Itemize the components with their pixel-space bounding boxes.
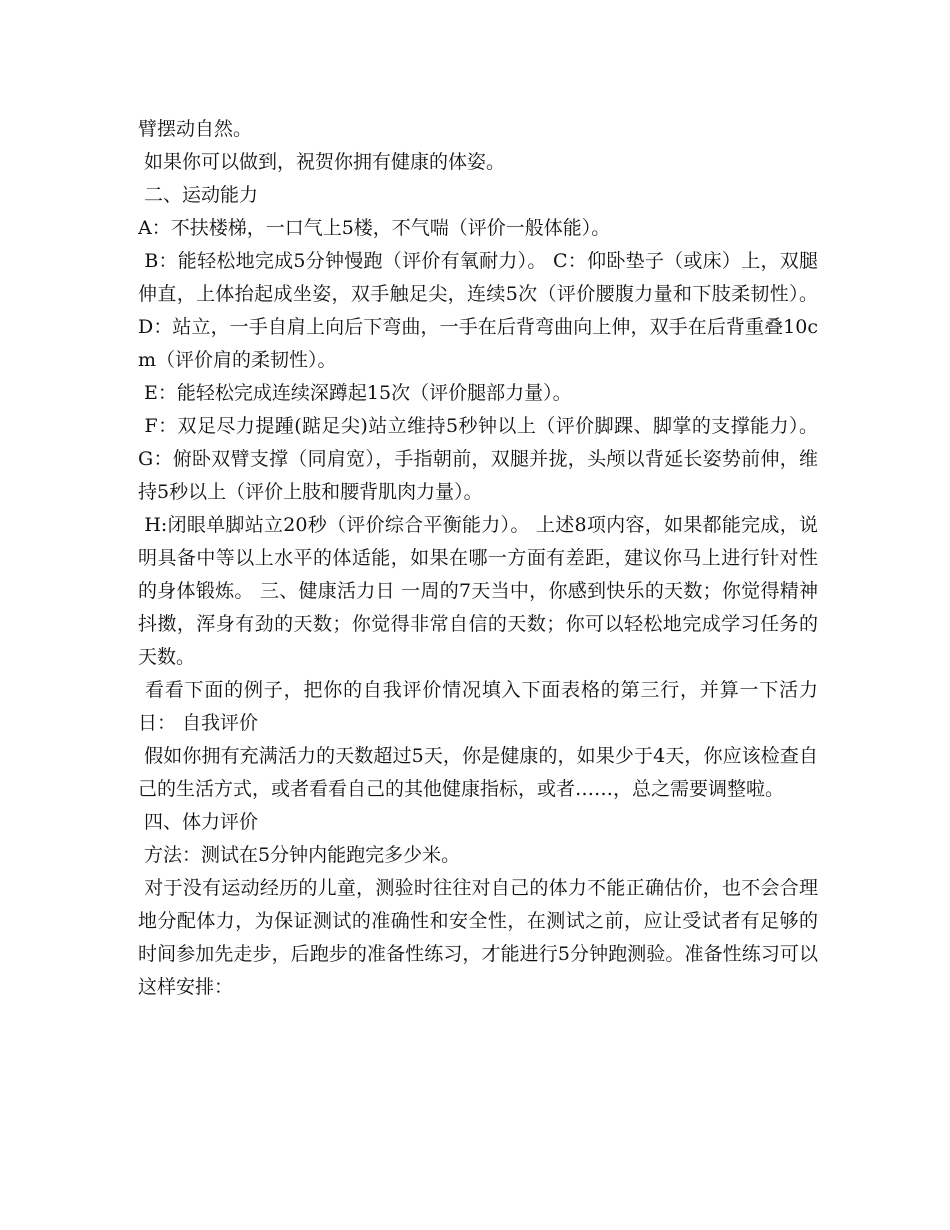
paragraph-vitality-result: 假如你拥有充满活力的天数超过5天，你是健康的，如果少于4天，你应该检查自己的生活方式，或者看看自己的其他健康指标，或者……，总之需要调整啦。	[138, 745, 818, 800]
paragraph-items-b-c-d: B：能轻松地完成5分钟慢跑（评价有氧耐力）。 C：仰卧垫子（或床）上，双腿伸直，上体抬起成坐姿，双手触足尖，连续5次（评价腰腹力量和下肢柔韧性）。 D：站立，一手自肩上向后下弯曲，一手在后背弯曲向上伸，双手在后背重叠10cm（评价肩的柔韧性）。	[138, 250, 825, 371]
paragraph-item-e: E：能轻松完成连续深蹲起15次（评价腿部力量）。	[138, 382, 572, 404]
paragraph-method: 方法：测试在5分钟内能跑完多少米。	[138, 844, 461, 866]
section-heading-fitness-evaluation: 四、体力评价	[138, 811, 259, 833]
paragraph-self-evaluation: 看看下面的例子，把你的自我评价情况填入下面表格的第三行，并算一下活力日： 自我评价	[138, 679, 818, 734]
section-heading-motor-ability: 二、运动能力	[138, 184, 259, 206]
paragraph-arm-swing: 臂摆动自然。	[138, 118, 253, 140]
paragraph-item-a: A：不扶楼梯，一口气上5楼，不气喘（评价一般体能）。	[138, 217, 611, 239]
paragraph-preparation: 对于没有运动经历的儿童，测验时往往对自己的体力不能正确估价，也不会合理地分配体力，为保证测试的准确性和安全性，在测试之前，应让受试者有足够的时间参加先走步，后跑步的准备性练习，才能进行5分钟跑测验。准备性练习可以这样安排：	[138, 877, 818, 998]
paragraph-items-f-g: F：双足尽力提踵(踮足尖)站立维持5秒钟以上（评价脚踝、脚掌的支撑能力）。 G：俯卧双臂支撑（同肩宽），手指朝前，双腿并拢，头颅以背延长姿势前伸，维持5秒以上（评价上肢和腰背肌肉力量）。	[138, 415, 825, 503]
paragraph-item-h-vitality-days: H:闭眼单脚站立20秒（评价综合平衡能力）。 上述8项内容，如果都能完成，说明具备中等以上水平的体适能，如果在哪一方面有差距，建议你马上进行针对性的身体锻炼。 三、健康活力日 一周的7天当中，你感到快乐的天数；你觉得精神抖擞，浑身有劲的天数；你觉得非常自信的天数；你可以轻松地完成学习任务的天数。	[138, 514, 818, 668]
paragraph-posture-congrats: 如果你可以做到，祝贺你拥有健康的体姿。	[138, 151, 506, 173]
document-body	[138, 113, 825, 1004]
